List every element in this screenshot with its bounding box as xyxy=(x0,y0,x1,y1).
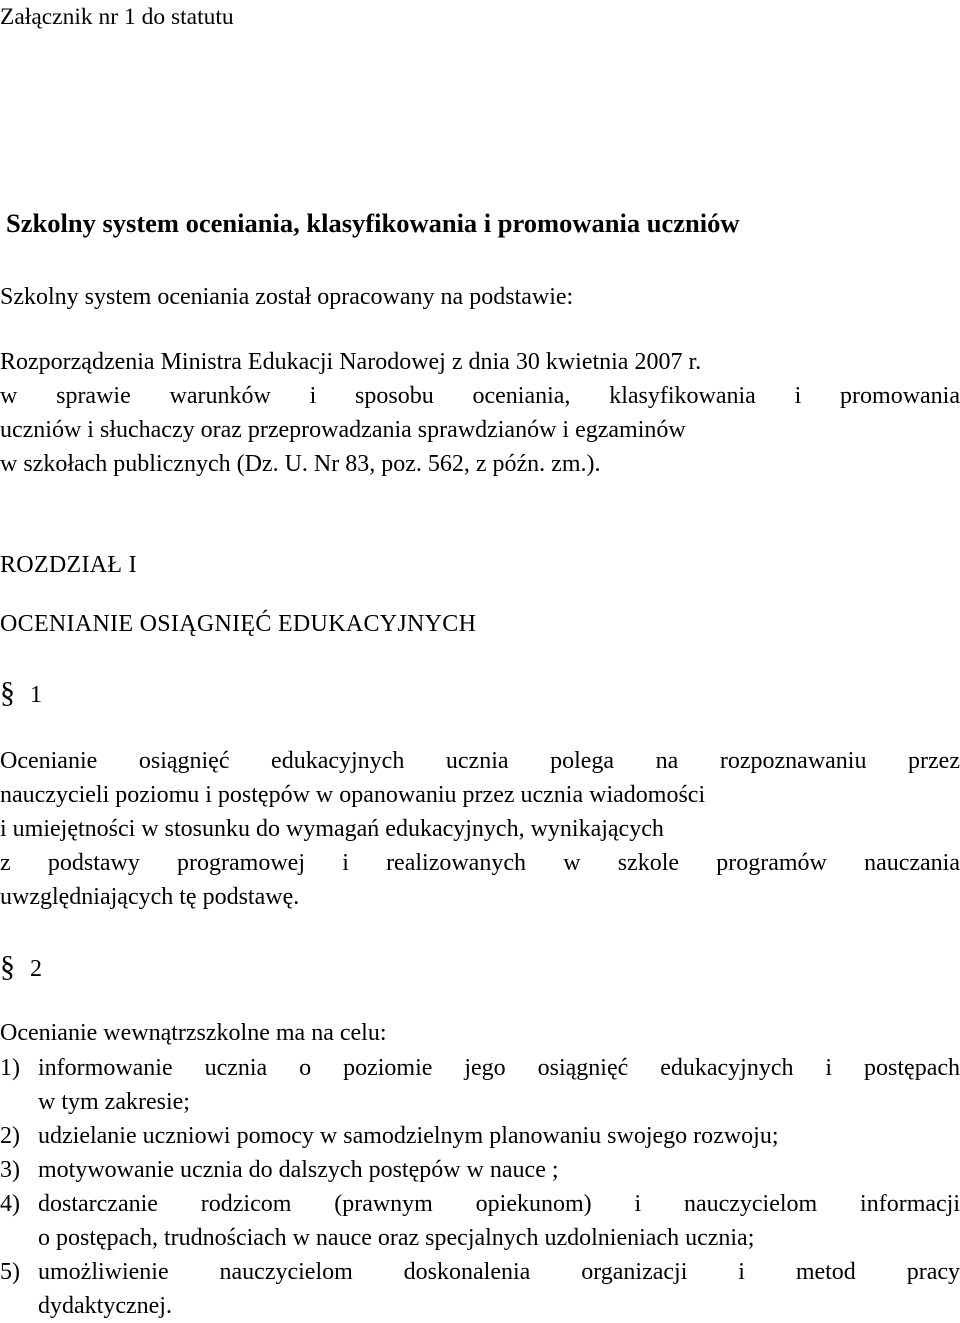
legal-basis-line: w szkołach publicznych (Dz. U. Nr 83, poz. 562, z późn. zm.). xyxy=(0,451,601,477)
legal-basis-line: w sprawie warunków i sposobu oceniania, klasyfikowania i promowania xyxy=(0,383,960,409)
list-item-number: 4) xyxy=(0,1191,20,1217)
section-1-paragraph xyxy=(0,744,960,914)
section-heading-2 xyxy=(0,950,960,986)
intro-text: Szkolny system oceniania został opracowany na podstawie: xyxy=(0,284,574,310)
list-item xyxy=(0,1255,960,1323)
list-item-line: dydaktycznej. xyxy=(38,1293,172,1319)
list-item xyxy=(0,1153,960,1187)
annex-header: Załącznik nr 1 do statutu xyxy=(0,4,234,30)
section-sign: § xyxy=(0,676,15,709)
goals-list xyxy=(0,1051,960,1323)
section-heading-1 xyxy=(0,676,960,712)
list-item-line: w tym zakresie; xyxy=(38,1089,190,1115)
list-item-line: umożliwienie nauczycielom doskonalenia organizacji i metod pracy xyxy=(38,1259,960,1285)
list-item-line: o postępach, trudnościach w nauce oraz specjalnych uzdolnieniach ucznia; xyxy=(38,1225,755,1251)
paragraph-line: nauczycieli poziomu i postępów w opanowaniu przez ucznia wiadomości xyxy=(0,782,706,808)
list-item-number: 3) xyxy=(0,1157,20,1183)
list-item-number: 5) xyxy=(0,1259,20,1285)
list-item-number: 1) xyxy=(0,1055,20,1081)
list-item-line: informowanie ucznia o poziomie jego osiągnięć edukacyjnych i postępach xyxy=(38,1055,960,1081)
list-item-line: udzielanie uczniowi pomocy w samodzielnym planowaniu swojego rozwoju; xyxy=(38,1123,779,1149)
paragraph-line: z podstawy programowej i realizowanych w szkole programów nauczania xyxy=(0,850,960,876)
chapter-title: OCENIANIE OSIĄGNIĘĆ EDUKACYJNYCH xyxy=(0,611,477,637)
list-item xyxy=(0,1187,960,1255)
paragraph-line: Ocenianie osiągnięć edukacyjnych ucznia polega na rozpoznawaniu przez xyxy=(0,748,960,774)
legal-basis-line: uczniów i słuchaczy oraz przeprowadzania sprawdzianów i egzaminów xyxy=(0,417,686,443)
paragraph-line: uwzględniających tę podstawę. xyxy=(0,884,300,910)
list-item-number: 2) xyxy=(0,1123,20,1149)
section-number: 1 xyxy=(30,682,42,708)
legal-basis-line: Rozporządzenia Ministra Edukacji Narodowej z dnia 30 kwietnia 2007 r. xyxy=(0,349,702,375)
chapter-label: ROZDZIAŁ I xyxy=(0,552,137,578)
list-item xyxy=(0,1051,960,1119)
section-2-lead: Ocenianie wewnątrzszkolne ma na celu: xyxy=(0,1020,387,1046)
section-sign: § xyxy=(0,950,15,983)
paragraph-line: i umiejętności w stosunku do wymagań edukacyjnych, wynikających xyxy=(0,816,664,842)
list-item xyxy=(0,1119,960,1153)
list-item-line: motywowanie ucznia do dalszych postępów w nauce ; xyxy=(38,1157,559,1183)
legal-basis xyxy=(0,345,960,481)
section-number: 2 xyxy=(30,956,42,982)
list-item-line: dostarczanie rodzicom (prawnym opiekunom) i nauczycielom informacji xyxy=(38,1191,960,1217)
document-title: Szkolny system oceniania, klasyfikowania i promowania uczniów xyxy=(6,208,740,238)
